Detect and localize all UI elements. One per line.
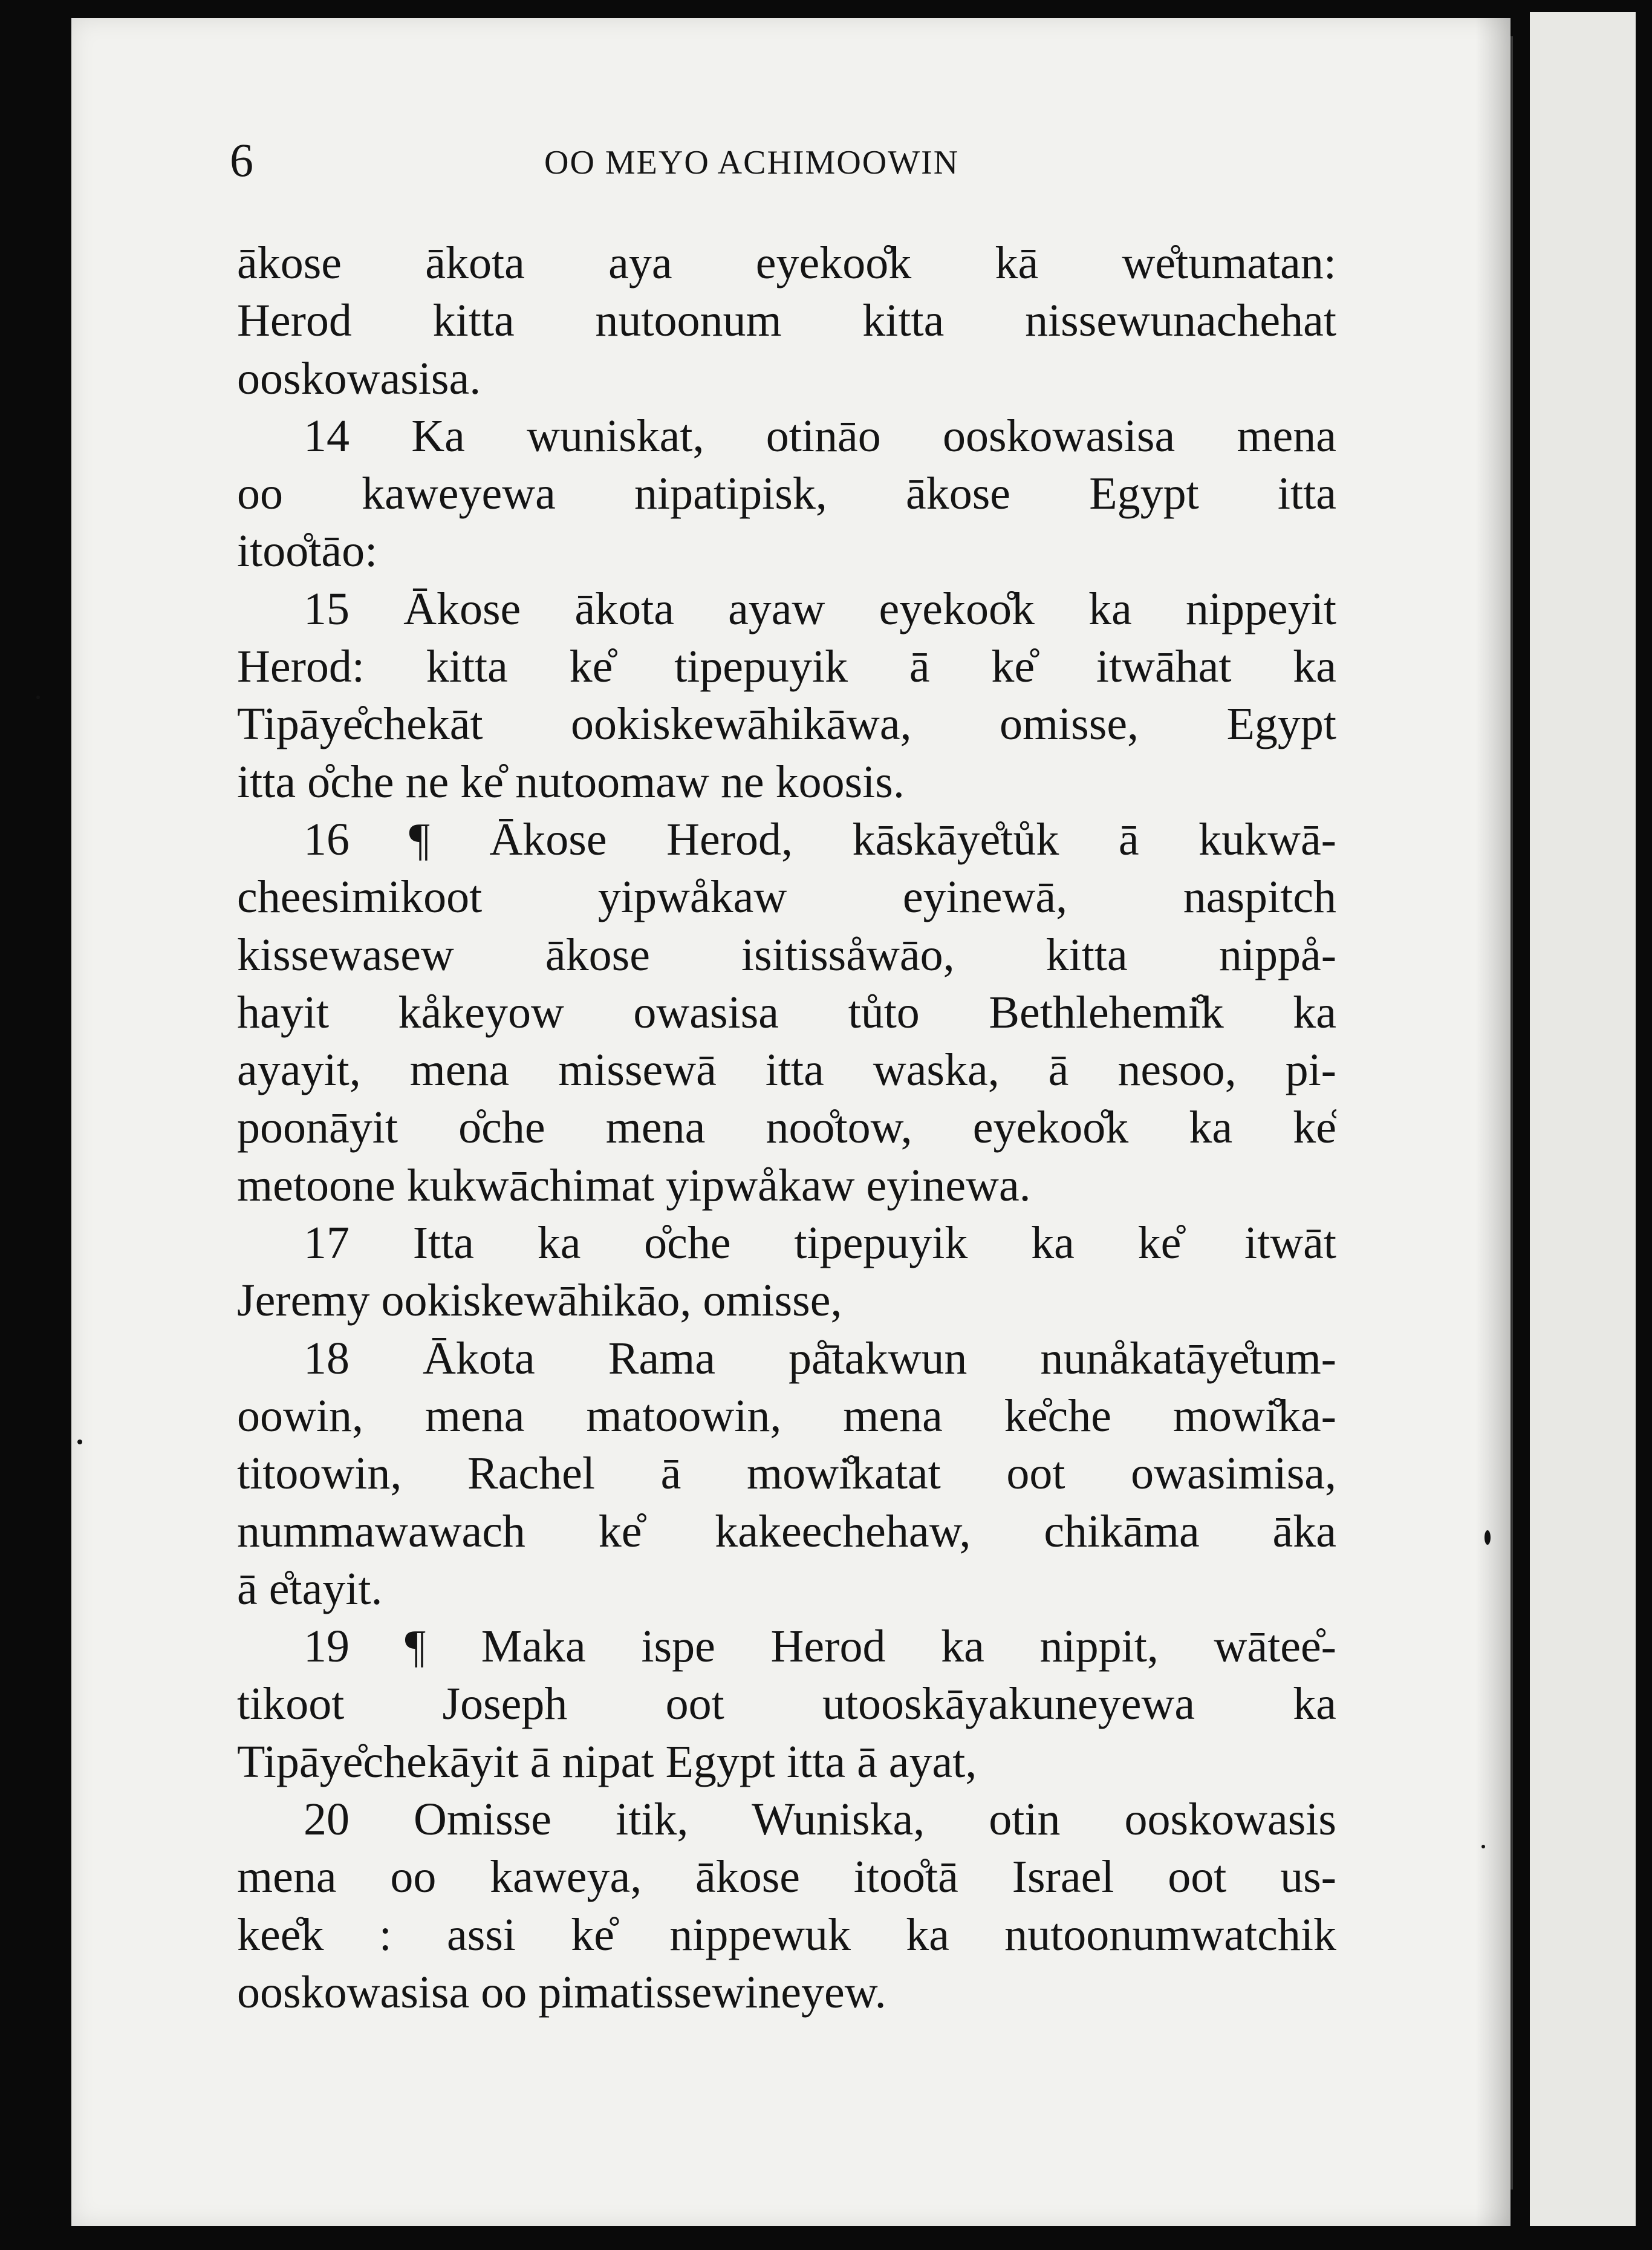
text-line: 20 Omisse itik, Wuniska, otin ooskowasis	[304, 1794, 1336, 1845]
text-line: Tipāye̊chekāt ookiskewāhikāwa, omisse, Egypt	[237, 699, 1336, 750]
text-line: ākose ākota aya eyekoo̊k kā we̊tumatan:	[237, 238, 1336, 289]
text-line: hayit kåkeyow owasisa tůto Bethlehemi̊k ka	[237, 986, 1336, 1038]
text-line: 14 Ka wuniskat, otināo ooskowasisa mena	[304, 410, 1336, 461]
text-line: 17 Itta ka o̊che tipepuyik ka ke̊ itwāt	[304, 1218, 1336, 1269]
text-line: itta o̊che ne ke̊ nutoomaw ne koosis.	[237, 756, 905, 807]
text-line: ayayit, mena missewā itta waska, ā nesoo, pi-	[237, 1045, 1336, 1096]
text-line: cheesimikoot yipwåkaw eyinewā, naspitch	[237, 872, 1336, 923]
text-line: kissewasew ākose isitissåwāo, kitta nippå-	[237, 929, 1336, 980]
text-line: tikoot Joseph oot utooskāyakuneyewa ka	[237, 1678, 1336, 1730]
text-line: 16 ¶ Ākose Herod, kāskāye̊tůk ā kukwā-	[304, 814, 1336, 865]
text-line: Jeremy ookiskewāhikāo, omisse,	[237, 1275, 842, 1326]
text-line: titoowin, Rachel ā mowi̊katat oot owasimisa,	[237, 1448, 1336, 1499]
text-line: Herod kitta nutoonum kitta nissewunachehat	[237, 295, 1336, 347]
text-line: Tipāye̊chekāyit ā nipat Egypt itta ā ayat,	[237, 1736, 977, 1787]
text-line: mena oo kaweya, ākose itoo̊tā Israel oot us-	[237, 1851, 1336, 1903]
text-line: metoone kukwāchimat yipwåkaw eyinewa.	[237, 1159, 1031, 1211]
facing-page-edge	[1530, 12, 1636, 2226]
text-line: oowin, mena matoowin, mena ke̊che mowi̊ka-	[237, 1390, 1336, 1441]
running-head: OO MEYO ACHIMOOWIN	[544, 144, 960, 181]
text-line: 19 ¶ Maka ispe Herod ka nippit, wātee̊-	[304, 1621, 1336, 1672]
text-line: ā e̊tayit.	[237, 1563, 383, 1614]
body-text	[237, 235, 1336, 2021]
text-line: 18 Ākota Rama på̄takwun nunåkatāye̊tum-	[304, 1332, 1336, 1384]
text-line: kee̊k : assi ke̊ nippewuk ka nutoonumwatchik	[237, 1909, 1336, 1960]
text-line: nummawawach ke̊ kakeechehaw, chikāma āka	[237, 1505, 1336, 1557]
page-header	[230, 130, 1439, 197]
text-line: ooskowasisa.	[237, 353, 481, 404]
text-line: Herod: kitta ke̊ tipepuyik ā ke̊ itwāhat ka	[237, 641, 1336, 693]
gutter-shadow	[1475, 18, 1512, 2226]
text-line: poonāyit o̊che mena noo̊tow, eyekoo̊k ka ke̊	[237, 1102, 1336, 1153]
text-line: ooskowasisa oo pimatissewineyew.	[237, 1966, 886, 2018]
page-number: 6	[230, 134, 253, 186]
text-line: itoo̊tāo:	[237, 526, 378, 577]
text-line: 15 Ākose ākota ayaw eyekoo̊k ka nippeyit	[304, 583, 1336, 634]
text-line: oo kaweyewa nipatipisk, ākose Egypt itta	[237, 468, 1336, 520]
